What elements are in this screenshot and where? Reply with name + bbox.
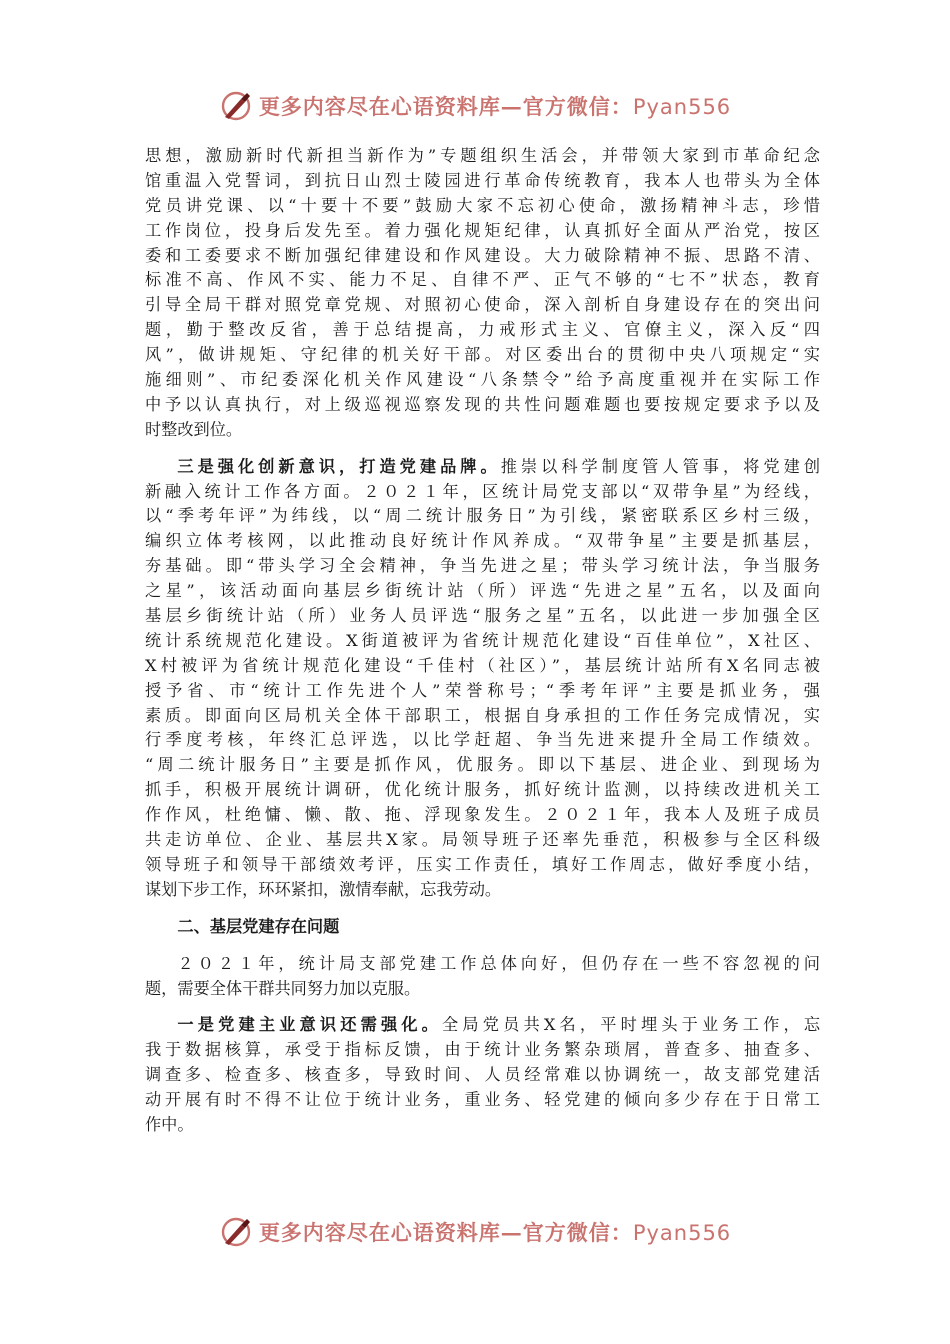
text-line: 抓手，积极开展统计调研，优化统计服务，抓好统计监测，以持续改进机关工 bbox=[145, 780, 820, 800]
paragraph-lead-bold: 三是强化创新意识，打造党建品牌。 bbox=[177, 456, 501, 476]
paragraph-continued bbox=[145, 144, 820, 443]
document-body bbox=[145, 144, 820, 1138]
watermark-text: 更多内容尽在心语资料库—官方微信：Pyan556 bbox=[258, 94, 732, 119]
text-line: 谋划下步工作，环环紧扣，激情奉献，忘我劳动。 bbox=[145, 879, 502, 899]
text-line: 委和工委要求不断加强纪律建设和作风建设。大力破除精神不振、思路不清、 bbox=[145, 245, 820, 265]
text-line: 行季度考核，年终汇总评选，以比学赶超、争当先进来提升全局工作绩效。 bbox=[145, 730, 820, 750]
text-line: 编织立体考核网，以此推动良好统计作风养成。“双带争星”主要是抓基层， bbox=[145, 531, 820, 551]
text-line: 基层乡街统计站（所）业务人员评选“服务之星”五名，以此进一步加强全区 bbox=[145, 606, 820, 626]
text-line-first: 三是强化创新意识，打造党建品牌。推崇以科学制度管人管事，将党建创 bbox=[177, 456, 820, 476]
watermark-wechat-id: Pyan556 bbox=[632, 95, 732, 119]
text-line: 馆重温入党誓词，到抗日山烈士陵园进行革命传统教育，我本人也带头为全体 bbox=[145, 170, 820, 190]
text-line: 我于数据核算，承受于指标反馈，由于统计业务繁杂琐屑，普查多、抽查多、 bbox=[145, 1040, 820, 1060]
text-line: 标准不高、作风不实、能力不足、自律不严、正气不够的“七不”状态，教育 bbox=[145, 270, 820, 290]
text-line-first: 一是党建主业意识还需强化。全局党员共X名，平时埋头于业务工作，忘 bbox=[177, 1015, 820, 1035]
text-line: 授予省、市“统计工作先进个人”荣誉称号；“季考年评”主要是抓业务，强 bbox=[145, 680, 820, 700]
pen-logo-icon bbox=[219, 1215, 253, 1249]
text-line: 动开展有时不得不让位于统计业务，重业务、轻党建的倾向多少存在于日常工 bbox=[145, 1090, 820, 1110]
text-line: “周二统计服务日”主要是抓作风，优服务。即以下基层、进企业、到现场为 bbox=[145, 755, 820, 775]
pen-logo-icon bbox=[219, 89, 253, 123]
paragraph-brand-building bbox=[145, 455, 820, 903]
text-line: 思想，激励新时代新担当新作为”专题组织生活会，并带领大家到市革命纪念 bbox=[145, 146, 820, 165]
text-line: 工作岗位，投身后发先至。着力强化规矩纪律，认真抓好全面从严治党，按区 bbox=[145, 220, 820, 240]
text-line: 党员讲党课、以“十要十不要”鼓励大家不忘初心使命，激扬精神斗志，珍惜 bbox=[145, 195, 820, 215]
text-line: 调查多、检查多、核查多，导致时间、人员经常难以协调统一，故支部党建活 bbox=[145, 1065, 820, 1085]
text-line: 时整改到位。 bbox=[145, 419, 243, 439]
watermark-footer bbox=[0, 1212, 950, 1252]
text-line: 统计系统规范化建设。X街道被评为省统计规范化建设“百佳单位”，X社区、 bbox=[145, 630, 820, 650]
text-line: 以“季考年评”为纬线，以“周二统计服务日”为引线，紧密联系区乡村三级， bbox=[145, 506, 820, 526]
watermark-header bbox=[0, 86, 950, 126]
watermark-wechat-id: Pyan556 bbox=[632, 1221, 732, 1245]
text-line: 题，勤于整改反省，善于总结提高，力戒形式主义、官僚主义，深入反“四 bbox=[145, 320, 820, 340]
text-line: 之星”，该活动面向基层乡街统计站（所）评选“先进之星”五名，以及面向 bbox=[145, 581, 820, 601]
text-line: 中予以认真执行，对上级巡视巡察发现的共性问题难题也要按规定要求予以及 bbox=[145, 394, 820, 414]
text-line: 风”，做讲规矩、守纪律的机关好干部。对区委出台的贯彻中央八项规定“实 bbox=[145, 345, 820, 365]
text-line: 夯基础。即“带头学习全会精神，争当先进之星；带头学习统计法，争当服务 bbox=[145, 556, 820, 576]
paragraph-issue-one bbox=[145, 1013, 820, 1137]
text-line: 作中。 bbox=[145, 1114, 194, 1134]
text-line: 共走访单位、企业、基层共X家。局领导班子还率先垂范，积极参与全区科级 bbox=[145, 830, 820, 850]
paragraph-intro bbox=[145, 952, 820, 1002]
section-heading: 二、基层党建存在问题 bbox=[177, 916, 340, 936]
text-line: 题，需要全体干群共同努力加以克服。 bbox=[145, 978, 421, 998]
text-line: ２０２１年，统计局支部党建工作总体向好，但仍存在一些不容忽视的问 bbox=[177, 953, 820, 973]
text-line: 新融入统计工作各方面。２０２１年，区统计局党支部以“双带争星”为经线， bbox=[145, 481, 820, 501]
text-line: X村被评为省统计规范化建设“千佳村（社区）”，基层统计站所有X名同志被 bbox=[145, 655, 820, 675]
text-line: 引导全局干群对照党章党规、对照初心使命，深入剖析自身建设存在的突出问 bbox=[145, 295, 820, 315]
text-line: 施细则”、市纪委深化机关作风建设“八条禁令”给予高度重视并在实际工作 bbox=[145, 370, 820, 390]
paragraph-lead-bold: 一是党建主业意识还需强化。 bbox=[177, 1015, 443, 1035]
text-line: 领导班子和领导干部绩效考评，压实工作责任，填好工作周志，做好季度小结， bbox=[145, 854, 820, 874]
text-line: 素质。即面向区局机关全体干部职工，根据自身承担的工作任务完成情况，实 bbox=[145, 705, 820, 725]
watermark-text: 更多内容尽在心语资料库—官方微信：Pyan556 bbox=[258, 1220, 732, 1245]
text-line: 作作风，杜绝慵、懒、散、拖、浮现象发生。２０２１年，我本人及班子成员 bbox=[145, 805, 820, 825]
